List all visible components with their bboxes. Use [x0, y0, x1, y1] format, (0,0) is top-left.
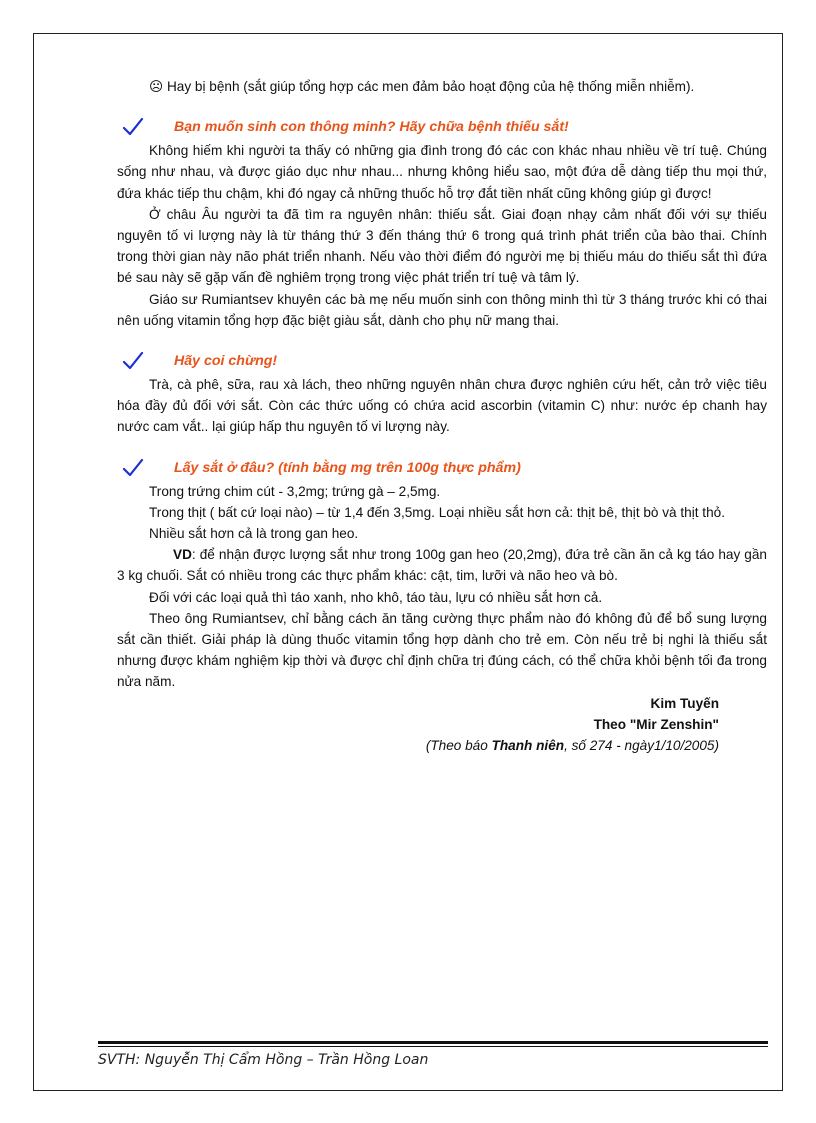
- section-heading-iron-sources: Lấy sắt ở đâu? (tính bằng mg trên 100g thực phẩm): [117, 455, 767, 481]
- footer-rule: [98, 1041, 768, 1044]
- author-name: Kim Tuyến: [650, 695, 719, 711]
- checkmark-icon: [122, 351, 144, 371]
- example-label: VD: [173, 547, 192, 563]
- paragraph: Không hiếm khi người ta thấy có những gia đình trong đó các con khác nhau nhiều về trí tuệ. Chúng sống như nhau, và được giáo dục như nhau... nhưng không hiểu sao, một đứa dễ dàng tiếp thu mọi thứ, đứa khác tiếp thu chậm, khi đó ngay cả những thuốc hỗ trợ đắt tiền nhất cũng không giúp gì được!: [117, 143, 767, 201]
- section-heading-beware: Hãy coi chừng!: [117, 348, 767, 374]
- footer-authors: SVTH: Nguyễn Thị Cẩm Hồng – Trần Hồng Loan: [98, 1052, 429, 1068]
- paragraph: Giáo sư Rumiantsev khuyên các bà mẹ nếu muốn sinh con thông minh thì từ 3 tháng trước khi có thai nên uống vitamin tổng hợp đặc biệt giàu sắt, dành cho phụ nữ mang thai.: [117, 291, 767, 328]
- intro-paragraph: ☹ Hay bị bệnh (sắt giúp tổng hợp các men đảm bảo hoạt động của hệ thống miễn nhiễm).: [149, 79, 695, 94]
- checkmark-icon: [122, 458, 144, 478]
- section-heading-smart-child: Bạn muốn sinh con thông minh? Hãy chữa bệnh thiếu sắt!: [117, 114, 767, 140]
- paragraph: Trong trứng chim cút - 3,2mg; trứng gà – 2,5mg.: [149, 483, 441, 499]
- paragraph: Nhiều sắt hơn cả là trong gan heo.: [149, 526, 359, 542]
- source-citation: (Theo báo Thanh niên, số 274 - ngày1/10/2005): [425, 738, 719, 754]
- paragraph: Trong thịt ( bất cứ loại nào) – từ 1,4 đến 3,5mg. Loại nhiều sắt hơn cả: thịt bê, thịt bò và thịt thỏ.: [149, 504, 725, 520]
- article-body: [117, 76, 767, 756]
- translated-from: Theo "Mir Zenshin": [593, 716, 719, 732]
- checkmark-icon: [122, 117, 144, 137]
- frown-icon: ☹: [149, 79, 164, 94]
- footer-rule-thin: [98, 1046, 768, 1047]
- paragraph: Trà, cà phê, sữa, rau xà lách, theo những nguyên nhân chưa được nghiên cứu hết, cản trở việc tiêu hóa đầy đủ đối với sắt. Còn các thức uống có chứa acid ascorbin (vitamin C) như: nước ép chanh hay nước cam vắt.. lại giúp hấp thu nguyên tố vi lượng này.: [117, 377, 767, 435]
- paragraph: Ở châu Âu người ta đã tìm ra nguyên nhân: thiếu sắt. Giai đoạn nhạy cảm nhất đối với sự thiếu nguyên tố vi lượng này là từ tháng thứ 3 đến tháng thứ 6 trong quá trình phát triển của bào thai. Chính trong thời gian này não phát triển nhanh. Nếu vào thời điểm đó người mẹ bị thiếu máu do thiếu sắt thì đứa bé sau này sẽ gặp vấn đề nghiêm trọng trong việc phát triển trí tuệ và tâm lý.: [117, 206, 767, 286]
- example-paragraph: VD: để nhận được lượng sắt như trong 100g gan heo (20,2mg), đứa trẻ cần ăn cả kg táo hay gần 3 kg chuối. Sắt có nhiều trong các thực phẩm khác: cật, tim, lưỡi và não heo và bò.: [117, 547, 767, 584]
- paragraph: Theo ông Rumiantsev, chỉ bằng cách ăn tăng cường thực phẩm nào đó không đủ để bổ sung lượng sắt cần thiết. Giải pháp là dùng thuốc vitamin tổng hợp dành cho trẻ em. Còn nếu trẻ bị nghi là thiếu sắt nhưng được khám nghiệm kịp thời và được chỉ định chữa trị đúng cách, có thể chữa khỏi bệnh tối đa trong nửa năm.: [117, 610, 767, 690]
- paragraph: Đối với các loại quả thì táo xanh, nho khô, táo tàu, lựu có nhiều sắt hơn cả.: [149, 589, 603, 605]
